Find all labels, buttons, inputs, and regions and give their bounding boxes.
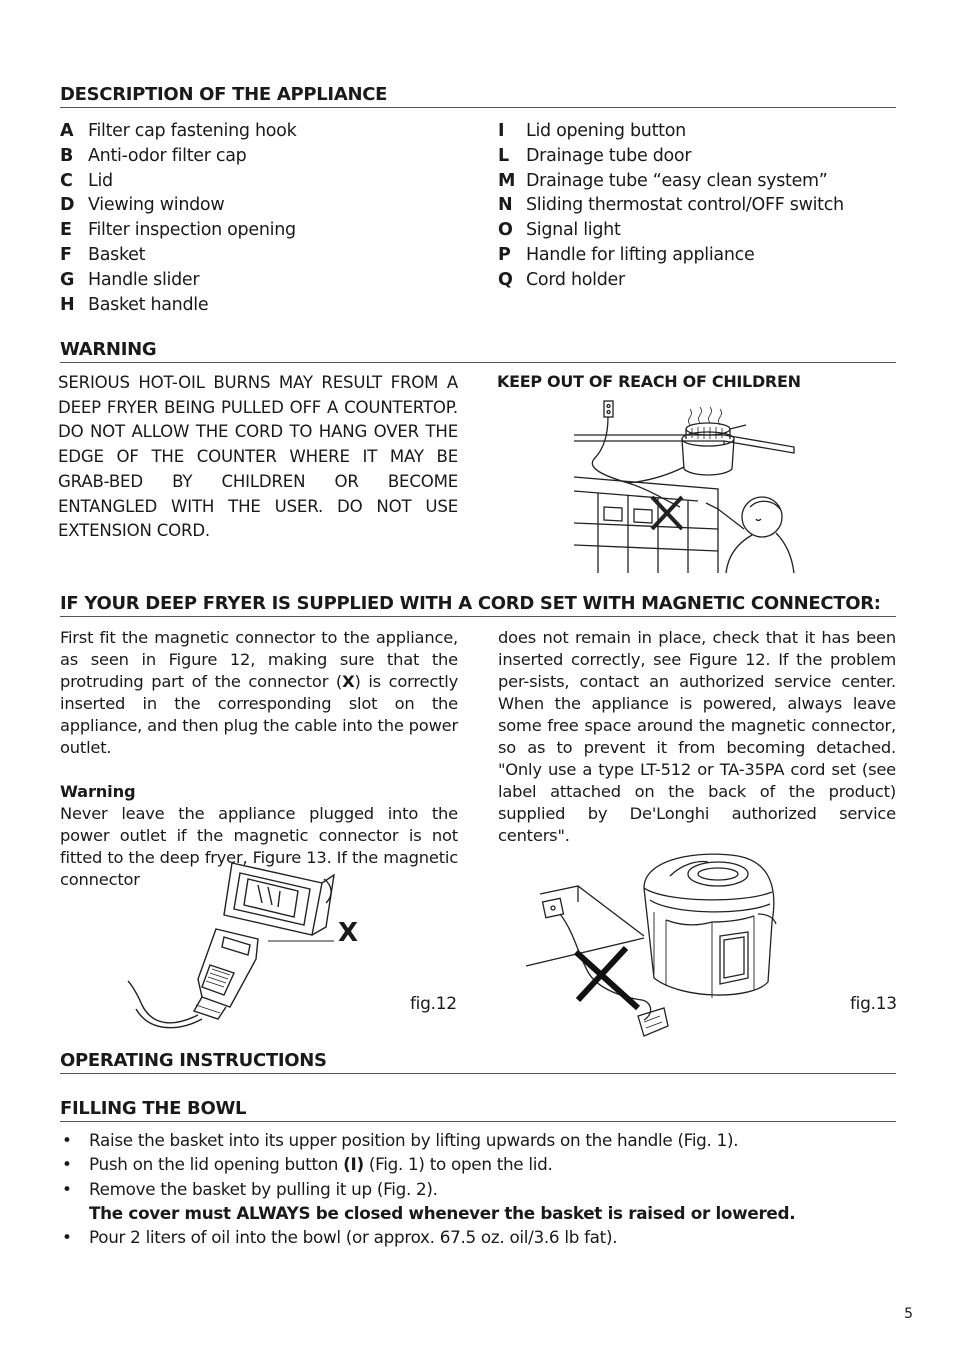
magnetic-heading: IF YOUR DEEP FRYER IS SUPPLIED WITH A CORD SET WITH MAGNETIC CONNECTOR:	[60, 593, 896, 617]
item-letter: E	[60, 220, 72, 241]
item-text: Viewing window	[88, 195, 225, 216]
item-text: Anti-odor filter cap	[88, 145, 247, 166]
item-letter: O	[498, 220, 513, 241]
magnetic-para2: does not remain in place, check that it has been inserted correctly, see Figure 12. If the problem per-sists, contact an authorized service center. When the appliance is powered, always leave some free space around the magnetic connector, so as to prevent it from becoming detached. "Only use a type LT-512 or TA-35PA cord set (see label attached on the back of the product) supplied by De'Longhi authorized service centers".	[498, 628, 896, 845]
bullet-text: Raise the basket into its upper position by lifting upwards on the handle (Fig. 1).	[89, 1130, 739, 1150]
operating-heading: OPERATING INSTRUCTIONS	[60, 1050, 896, 1074]
warning-body: Never leave the appliance plugged into the power outlet if the magnetic connector is not fitted to the deep fryer, Figure 13. If the magnetic connector	[60, 804, 458, 889]
filling-heading: FILLING THE BOWL	[60, 1098, 896, 1122]
item-letter: G	[60, 269, 75, 290]
keep-out-label: KEEP OUT OF REACH OF CHILDREN	[497, 372, 801, 391]
list-item	[498, 193, 844, 218]
list-item	[498, 218, 844, 243]
list-item	[60, 1177, 900, 1201]
item-text: Basket handle	[88, 294, 209, 315]
item-text: Lid	[88, 170, 113, 191]
page-number: 5	[904, 1306, 913, 1322]
item-text: Filter cap fastening hook	[88, 121, 297, 141]
item-text: Handle for lifting appliance	[526, 244, 755, 265]
bullet-dot: •	[62, 1154, 72, 1175]
bullet-button-ref: (I)	[343, 1154, 364, 1175]
item-text: Cord holder	[526, 269, 625, 290]
fig13-label: fig.13	[850, 994, 897, 1014]
item-text: Lid opening button	[526, 121, 686, 141]
item-letter: B	[60, 145, 74, 166]
para1-text-a: First fit the magnetic connector to the appliance, as seen in Figure 12, making sure that the protruding part of the connector (	[60, 628, 458, 691]
list-item	[498, 119, 844, 144]
list-item	[498, 268, 844, 293]
item-letter: D	[60, 195, 75, 216]
description-list-right	[498, 119, 844, 293]
item-letter: M	[498, 170, 516, 191]
fig12-x-label: X	[338, 918, 359, 948]
list-item	[60, 243, 296, 268]
filling-bullet-list	[60, 1128, 900, 1249]
item-letter: A	[60, 121, 74, 141]
item-letter: Q	[498, 269, 513, 290]
list-item	[60, 169, 296, 194]
fig12-label: fig.12	[410, 994, 457, 1014]
list-item	[498, 243, 844, 268]
list-item	[60, 1152, 900, 1176]
list-item	[60, 1225, 900, 1249]
list-item	[60, 193, 296, 218]
item-text: Drainage tube door	[526, 145, 692, 166]
list-item	[60, 1128, 900, 1152]
child-counter-illustration	[568, 395, 800, 573]
list-item	[498, 144, 844, 169]
item-text: Handle slider	[88, 269, 200, 290]
item-text: Basket	[88, 244, 146, 265]
list-item	[60, 218, 296, 243]
magnetic-connector-illustration	[128, 855, 368, 1030]
bullet-text: Remove the basket by pulling it up (Fig. 2).	[89, 1178, 438, 1199]
list-item	[60, 144, 296, 169]
item-letter: H	[60, 294, 75, 315]
list-item	[60, 268, 296, 293]
bold-notice: The cover must ALWAYS be closed whenever the basket is raised or lowered.	[89, 1202, 796, 1223]
list-item	[498, 169, 844, 194]
bullet-text-a: Push on the lid opening button	[89, 1154, 344, 1175]
magnetic-right-column	[498, 627, 896, 847]
item-letter: P	[498, 244, 511, 265]
bullet-dot: •	[62, 1178, 72, 1199]
item-letter: C	[60, 170, 73, 191]
list-item	[60, 119, 296, 144]
description-heading: DESCRIPTION OF THE APPLIANCE	[60, 84, 896, 108]
list-item	[60, 293, 296, 318]
description-list-left	[60, 119, 296, 317]
item-text: Filter inspection opening	[88, 220, 296, 241]
item-text: Sliding thermostat control/OFF switch	[526, 195, 844, 216]
item-letter: N	[498, 195, 513, 216]
item-text: Drainage tube “easy clean system”	[526, 170, 828, 191]
warning-heading: WARNING	[60, 339, 896, 363]
para1-text-b: ) is correctly inserted in the corresponding slot on the appliance, and then plug the cable into the power outlet.	[60, 672, 459, 757]
item-letter: I	[498, 121, 505, 141]
bullet-text-b: (Fig. 1) to open the lid.	[363, 1154, 553, 1175]
para1-x-ref: X	[342, 672, 355, 691]
magnetic-para1	[60, 627, 458, 759]
warning-text: SERIOUS HOT-OIL BURNS MAY RESULT FROM A DEEP FRYER BEING PULLED OFF A COUNTERTOP. DO NOT ALLOW THE CORD TO HANG OVER THE EDGE OF THE COUNTER WHERE IT MAY BE GRAB-BED BY CHILDREN OR BECOME ENTANGLED WITH THE USER. DO NOT USE EXTENSION CORD.	[58, 373, 458, 541]
item-letter: L	[498, 145, 509, 166]
fryer-unplugged-illustration	[522, 848, 782, 1048]
bullet-dot: •	[62, 1130, 72, 1150]
magnetic-left-column	[60, 627, 458, 891]
bullet-dot: •	[62, 1227, 72, 1248]
item-text: Signal light	[526, 220, 621, 241]
warning-subhead: Warning	[60, 782, 136, 801]
item-letter: F	[60, 244, 72, 265]
bullet-text: Pour 2 liters of oil into the bowl (or approx. 67.5 oz. oil/3.6 lb fat).	[89, 1227, 618, 1248]
